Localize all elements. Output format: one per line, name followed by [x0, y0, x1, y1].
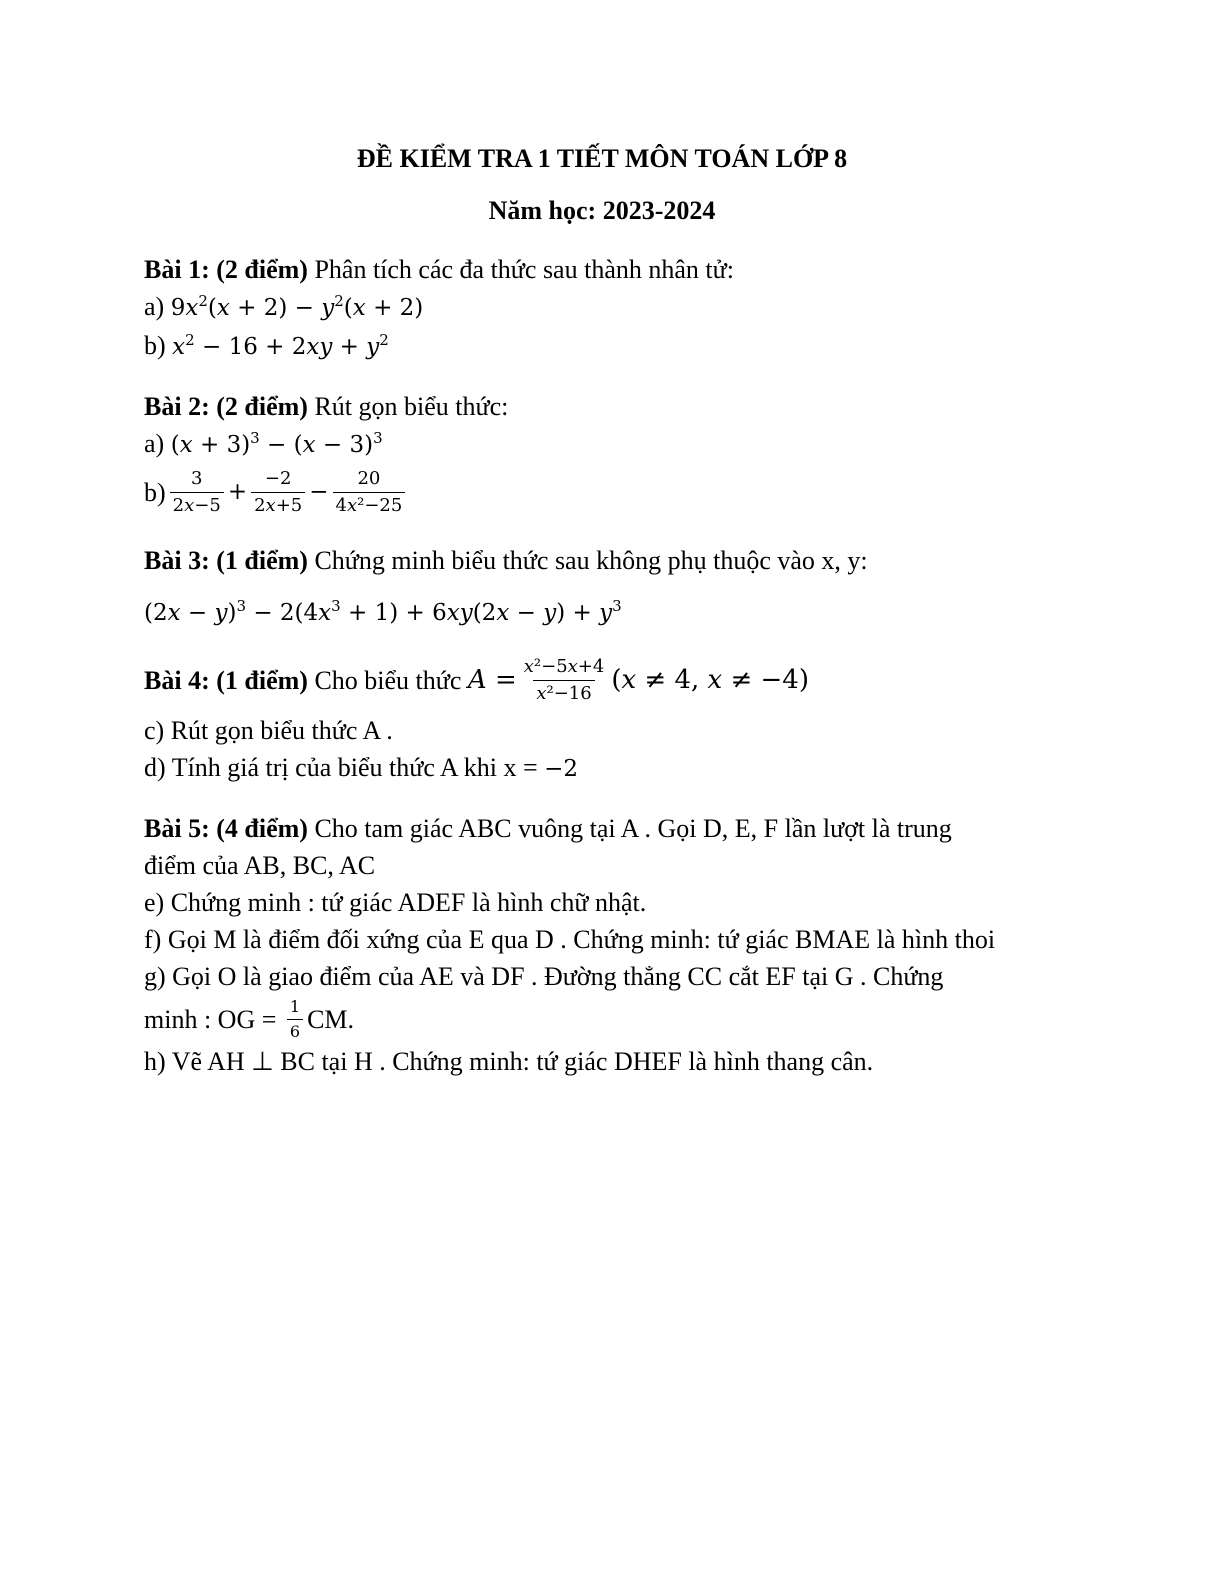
problem-3	[144, 542, 1084, 632]
problem-4-prompt: Cho biểu thức	[307, 665, 468, 695]
problem-5g: g) Gọi O là giao điểm của AE và DF . Đường thẳng CC cắt EF tại G . Chứng	[144, 962, 944, 991]
problem-3-points: (1 điểm)	[216, 546, 308, 575]
problem-5-header	[144, 810, 1084, 847]
problem-4	[144, 648, 1084, 788]
problem-5	[144, 810, 1084, 1080]
expression-1b: $x^2 - 16 + 2xy + y^2$	[172, 331, 389, 360]
problem-1-label: Bài 1:	[144, 255, 210, 284]
problem-3-label: Bài 3:	[144, 546, 210, 575]
problem-5h: h) Vẽ AH ⊥ BC tại H . Chứng minh: tứ giác DHEF là hình thang cân.	[144, 1047, 874, 1076]
problem-5-prompt-cont: điểm của AB, BC, AC	[144, 851, 376, 880]
problem-2-label: Bài 2:	[144, 392, 210, 421]
problem-4-header: Bài 4: (1 điểm) Cho biểu thức A = $\frac{\text{𝑥²−5𝑥+4}}{\text{𝑥²−16}}$ (𝑥 ≠ 4, 𝑥 ≠ −4)	[144, 655, 809, 704]
problem-1-prompt: Phân tích các đa thức sau thành nhân tử:	[307, 255, 734, 284]
problem-3-header	[144, 542, 1084, 579]
problem-5f: f) Gọi M là điểm đối xứng của E qua D . Chứng minh: tứ giác BMAE là hình thoi	[144, 925, 996, 954]
problem-4d: d) Tính giá trị của biểu thức A khi x = −2	[144, 753, 579, 782]
domain-condition: (𝑥 ≠ 4, 𝑥 ≠ −4)	[611, 664, 809, 695]
problem-2-points: (2 điểm)	[216, 392, 308, 421]
problem-4-label: Bài 4:	[144, 665, 210, 695]
problem-5-label: Bài 5:	[144, 814, 210, 843]
problem-5-prompt: Cho tam giác ABC vuông tại A . Gọi D, E, F lần lượt là trung	[307, 814, 952, 843]
exam-content	[144, 140, 1084, 1080]
problem-5g-cont: minh : OG = $\frac{1}{6}$ CM.	[144, 996, 355, 1041]
problem-1a: a) $9x^2(x + 2) - y^2(x + 2)$	[144, 292, 424, 321]
fraction-one-sixth: $\frac{1}{6}$	[287, 999, 303, 1040]
fraction-2: $\frac{-2}{\text{2𝑥+5}}$	[251, 470, 305, 515]
problem-1	[144, 251, 1084, 366]
exam-title: ĐỀ KIỂM TRA 1 TIẾT MÔN TOÁN LỚP 8	[356, 144, 848, 173]
problem-5e: e) Chứng minh : tứ giác ADEF là hình chữ nhật.	[144, 888, 647, 917]
problem-4c: c) Rút gọn biểu thức A .	[144, 716, 393, 745]
expression-1a: $9x^2(x + 2) - y^2(x + 2)$	[170, 292, 424, 321]
problem-4-points: (1 điểm)	[216, 665, 308, 695]
problem-1b: b) $x^2 - 16 + 2xy + y^2$	[144, 331, 389, 360]
problem-1-points: (2 điểm)	[216, 255, 308, 284]
problem-2	[144, 388, 1084, 520]
expression-a-fraction: $\frac{\text{𝑥²−5𝑥+4}}{\text{𝑥²−16}}$	[523, 655, 605, 704]
problem-2b: b) $\frac{3}{\text{2𝑥−5}}$ + $\frac{-2}{\text{2𝑥+5}}$ − $\frac{20}{\text{4𝑥²−25}}$	[144, 464, 1084, 520]
fraction-1: $\frac{3}{\text{2𝑥−5}}$	[170, 470, 224, 515]
school-year: Năm học: 2023-2024	[488, 196, 716, 225]
problem-2a: a) $(x + 3)^3 - (x - 3)^3$	[144, 429, 383, 458]
expression-3: $(2x - y)^3 - 2(4x^3 + 1) + 6xy(2x - y) + y^3$	[144, 597, 622, 626]
fraction-3: $\frac{20}{\text{4𝑥²−25}}$	[333, 470, 406, 515]
problem-5-points: (4 điểm)	[216, 814, 308, 843]
problem-2-header	[144, 388, 1084, 425]
problem-3-prompt: Chứng minh biểu thức sau không phụ thuộc vào x, y:	[307, 546, 868, 575]
problem-1-header	[144, 251, 1084, 288]
expression-2a: $(x + 3)^3 - (x - 3)^3$	[170, 429, 383, 458]
problem-2-prompt: Rút gọn biểu thức:	[307, 392, 509, 421]
